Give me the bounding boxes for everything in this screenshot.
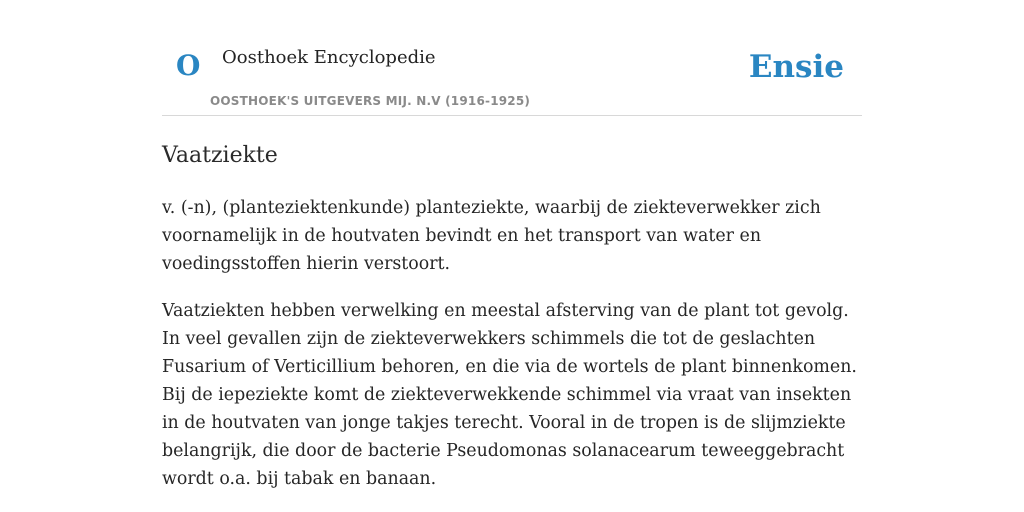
ensie-brand-logo[interactable]: Ensie [748, 49, 844, 85]
definition-paragraph: v. (-n), (planteziektenkunde) planteziekte, waarbij de ziekteverwekker zich voornamelijk in de houtvaten bevindt en het transport van water en voedingsstoffen hierin verstoort. [162, 198, 821, 275]
article-term: Vaatziekte [162, 143, 278, 168]
article-definition [162, 194, 862, 493]
oosthoek-logo-icon[interactable]: O [176, 49, 201, 82]
source-publisher: OOSTHOEK'S UITGEVERS MIJ. N.V (1916-1925) [210, 94, 531, 108]
source-header [162, 0, 862, 116]
page [162, 0, 862, 493]
definition-paragraph: Vaatziekten hebben verwelking en meestal afsterving van de plant tot gevolg. In veel gevallen zijn de ziekteverwekkers schimmels die tot de geslachten Fusarium of Verticillium behoren, en die via de wortels de plant binnenkomen. Bij de iepeziekte komt de ziekteverwekkende schimmel via vraat van insekten in de houtvaten van jonge takjes terecht. Vooral in de tropen is de slijmziekte belangrijk, die door de bacterie Pseudomonas solanacearum teweeggebracht wordt o.a. bij tabak en banaan. [162, 301, 857, 490]
source-title[interactable]: Oosthoek Encyclopedie [222, 47, 436, 68]
